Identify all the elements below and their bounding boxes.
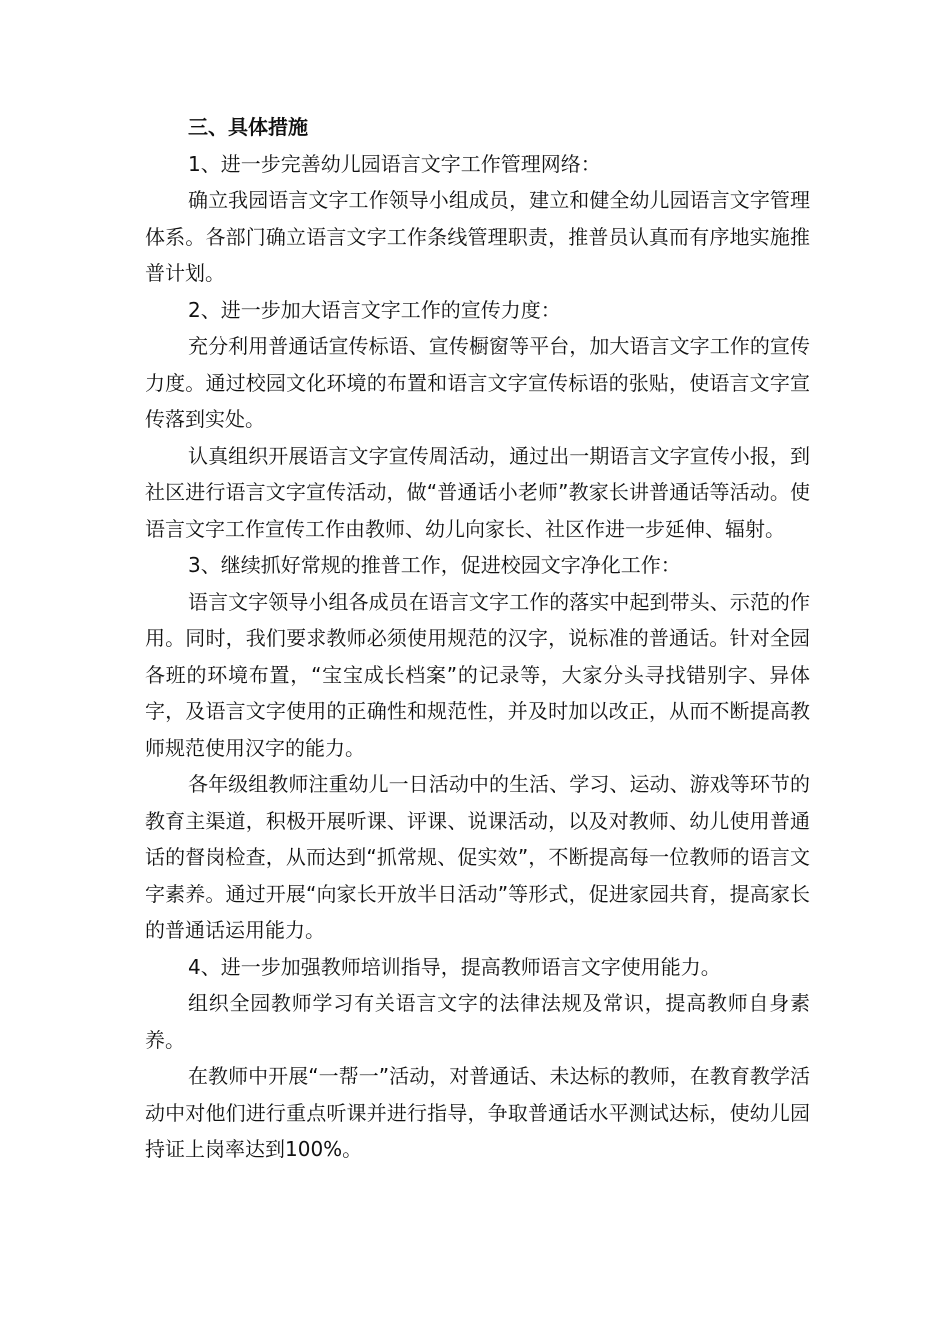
paragraph-7: 语言文字领导小组各成员在语言文字工作的落实中起到带头、示范的作用。同时，我们要求教师必须使用规范的汉字，说标准的普通话。针对全园各班的环境布置，“宝宝成长档案”的记录等，大家分头寻找错别字、异体字，及语言文字使用的正确性和规范性，并及时加以改正，从而不断提高教师规范使用汉字的能力。 [145,589,810,760]
section-heading: 三、具体措施 [188,115,308,139]
paragraph-10: 组织全园教师学习有关语言文字的法律法规及常识，提高教师自身素养。 [145,991,810,1052]
paragraph-3: 2、进一步加大语言文字工作的宣传力度： [188,297,561,322]
paragraph-4: 充分利用普通话宣传标语、宣传橱窗等平台，加大语言文字工作的宣传力度。通过校园文化环境的布置和语言文字宣传标语的张贴，使语言文字宣传落到实处。 [145,334,810,431]
paragraph-1: 1、进一步完善幼儿园语言文字工作管理网络： [188,151,601,176]
paragraph-8: 各年级组教师注重幼儿一日活动中的生活、学习、运动、游戏等环节的教育主渠道，积极开展听课、评课、说课活动，以及对教师、幼儿使用普通话的督岗检查，从而达到“抓常规、促实效”，不断提高每一位教师的语言文字素养。通过开展“向家长开放半日活动”等形式，促进家园共育，提高家长的普通话运用能力。 [145,772,810,942]
document-page [145,109,810,1168]
paragraph-11: 在教师中开展“一帮一”活动，对普通话、未达标的教师，在教育教学活动中对他们进行重点听课并进行指导，争取普通话水平测试达标，使幼儿园持证上岗率达到100%。 [145,1064,810,1161]
paragraph-6: 3、继续抓好常规的推普工作，促进校园文字净化工作： [188,553,681,577]
paragraph-2: 确立我园语言文字工作领导小组成员，建立和健全幼儿园语言文字管理体系。各部门确立语言文字工作条线管理职责，推普员认真而有序地实施推普计划。 [145,188,810,285]
paragraph-5: 认真组织开展语言文字宣传周活动，通过出一期语言文字宣传小报，到社区进行语言文字宣传活动，做“普通话小老师”教家长讲普通话等活动。使语言文字工作宣传工作由教师、幼儿向家长、社区作进一步延伸、辐射。 [145,443,810,541]
paragraph-9: 4、进一步加强教师培训指导，提高教师语言文字使用能力。 [188,954,721,979]
